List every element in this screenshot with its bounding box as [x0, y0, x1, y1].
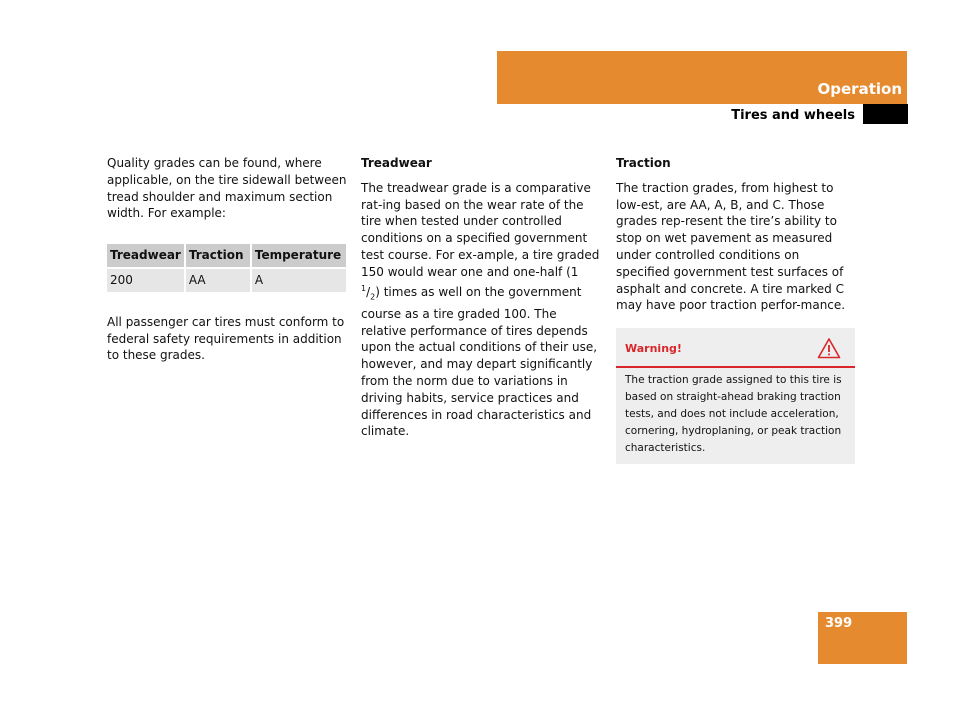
- warning-label: Warning!: [625, 342, 682, 356]
- intro-paragraph: Quality grades can be found, where applicable, on the tire sidewall between tread shoulder and maximum section width. For example:: [107, 156, 347, 221]
- treadwear-text-part-1: The treadwear grade is a comparative rat-ing based on the wear rate of the tire when tested under controlled conditions on a specified government test course. For ex-ample, a tire graded 150 would wear one and one-half (1: [361, 180, 600, 279]
- treadwear-paragraph: [361, 180, 601, 440]
- column-1: [107, 155, 347, 364]
- page-number-box: [818, 612, 907, 664]
- table-cell: AA: [185, 268, 251, 292]
- page-number: 399: [825, 616, 853, 631]
- treadwear-heading: Treadwear: [361, 156, 432, 170]
- table-header-cell: Traction: [185, 244, 251, 268]
- table-header-cell: Treadwear: [107, 244, 185, 268]
- section-title: Operation: [817, 80, 902, 98]
- fraction-numerator: 1: [361, 283, 367, 293]
- table-cell: A: [251, 268, 346, 292]
- table-header-cell: Temperature: [251, 244, 346, 268]
- column-3: [616, 155, 856, 464]
- table-header-row: [107, 244, 346, 268]
- warning-text: The traction grade assigned to this tire is based on straight-ahead braking traction tests, and does not include acceleration, cornering, hydroplaning, or peak traction characteristics.: [625, 374, 842, 455]
- warning-header: [616, 328, 855, 368]
- conformance-paragraph: All passenger car tires must conform to federal safety requirements in addition to these grades.: [107, 314, 345, 363]
- table-cell: 200: [107, 268, 185, 292]
- warning-triangle-icon: [817, 337, 841, 359]
- fraction-denominator: 2: [370, 291, 376, 301]
- grades-table: [107, 244, 346, 292]
- subsection-title: Tires and wheels: [731, 108, 855, 123]
- table-row: [107, 268, 346, 292]
- traction-paragraph: The traction grades, from highest to low-est, are AA, A, B, and C. Those grades rep-resent the tire’s ability to stop on wet pavement as measured under controlled conditions on specified government test surfaces of asphalt and concrete. A tire marked C may have poor traction perfor-mance.: [616, 180, 846, 313]
- fraction-slash: /: [366, 284, 371, 299]
- treadwear-text-part-2: ) times as well on the government course as a tire graded 100. The relative performance of tires depends upon the actual conditions of their use, however, and may depart significantly from the norm due to variations in driving habits, service practices and differences in road characteristics and climate.: [361, 284, 598, 439]
- traction-heading: Traction: [616, 156, 671, 170]
- section-tab-marker: [863, 104, 908, 124]
- warning-box: [616, 328, 855, 464]
- column-2: [361, 155, 601, 440]
